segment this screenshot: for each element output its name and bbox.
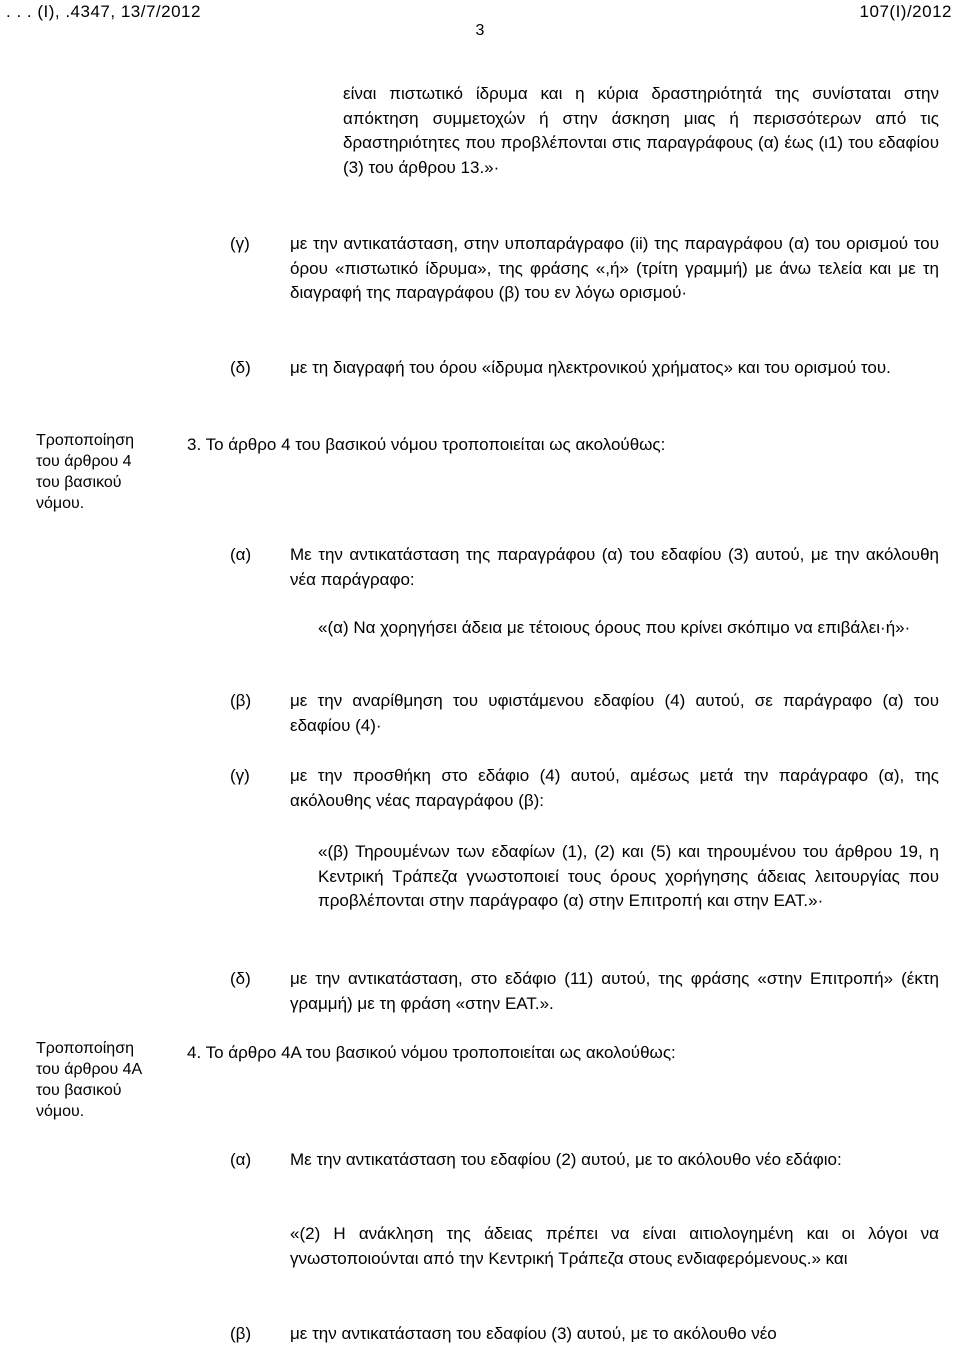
quote-g2: «(β) Τηρουμένων των εδαφίων (1), (2) και (5) και τηρουμένου του άρθρου 19, η Κεντρική Τράπεζα γνωστοποιεί τους όρους χορήγησης άδειας λειτουργίας που προβλέπονται στην παράγραφο (α) στην Επιτροπή και στην ΕΑΤ.»· — [318, 842, 939, 910]
section-4-heading: 4. Το άρθρο 4Α του βασικού νόμου τροποποιείται ως ακολούθως: — [187, 1043, 676, 1062]
page-number: 3 — [475, 22, 485, 39]
item-label-b2: (β) — [230, 691, 252, 710]
item-label-d2: (δ) — [230, 969, 251, 988]
item-text-g1: με την αντικατάσταση, στην υποπαράγραφο (ii) της παραγράφου (α) του ορισμού του όρου «πιστωτικό ίδρυμα», της φράσης «,ή» (τρίτη γραμμή) με άνω τελεία και με τη διαγραφή της παραγράφου (β) του εν λόγω ορισμού· — [290, 234, 939, 302]
item-label-d1: (δ) — [230, 358, 251, 377]
item-label-a3: (α) — [230, 1150, 252, 1169]
item-text-g2: με την προσθήκη στο εδάφιο (4) αυτού, αμέσως μετά την παράγραφο (α), της ακόλουθης νέας παραγράφου (β): — [290, 766, 939, 810]
item-text-d2: με την αντικατάσταση, στο εδάφιο (11) αυτού, της φράσης «στην Επιτροπή» (έκτη γραμμή) με τη φράση «στην ΕΑΤ.». — [290, 969, 939, 1013]
item-label-b3: (β) — [230, 1324, 252, 1343]
item-label-a2: (α) — [230, 545, 252, 564]
quote-a3: «(2) Η ανάκληση της άδειας πρέπει να είναι αιτιολογημένη και οι λόγοι να γνωστοποιούνται από την Κεντρική Τράπεζα στους ενδιαφερόμενους.» και — [290, 1224, 939, 1268]
item-text-b2: με την αναρίθμηση του υφιστάμενου εδαφίου (4) αυτού, σε παράγραφο (α) του εδαφίου (4)· — [290, 691, 939, 735]
item-label-g2: (γ) — [230, 766, 250, 785]
law-number: 107(Ι)/2012 — [859, 2, 952, 21]
margin-note-article-4: Τροποποίηση του άρθρου 4 του βασικού νόμου. — [36, 432, 134, 512]
margin-note-article-4a: Τροποποίηση του άρθρου 4Α του βασικού νόμου. — [36, 1040, 142, 1120]
item-label-g1: (γ) — [230, 234, 250, 253]
continuation-paragraph: είναι πιστωτικό ίδρυμα και η κύρια δραστηριότητά της συνίσταται στην απόκτηση συμμετοχών ή στην άσκηση μιας ή περισσότερων από τις δραστηριότητες που προβλέπονται στις παραγράφους (α) έως (ι1) του εδαφίου (3) του άρθρου 13.»· — [343, 84, 939, 177]
item-text-d1: με τη διαγραφή του όρου «ίδρυμα ηλεκτρονικού χρήματος» και του ορισμού του. — [290, 358, 891, 377]
item-text-a2: Με την αντικατάσταση της παραγράφου (α) του εδαφίου (3) αυτού, με την ακόλουθη νέα παράγραφο: — [290, 545, 939, 589]
gazette-reference: . . . (Ι), .4347, 13/7/2012 — [6, 2, 201, 21]
quote-a2: «(α) Να χορηγήσει άδεια με τέτοιους όρους που κρίνει σκόπιμο να επιβάλει·ή»· — [318, 618, 911, 637]
item-text-a3: Με την αντικατάσταση του εδαφίου (2) αυτού, με το ακόλουθο νέο εδάφιο: — [290, 1150, 842, 1169]
section-3-heading: 3. Το άρθρο 4 του βασικού νόμου τροποποιείται ως ακολούθως: — [187, 435, 666, 454]
item-text-b3: με την αντικατάσταση του εδαφίου (3) αυτού, με το ακόλουθο νέο — [290, 1324, 777, 1343]
